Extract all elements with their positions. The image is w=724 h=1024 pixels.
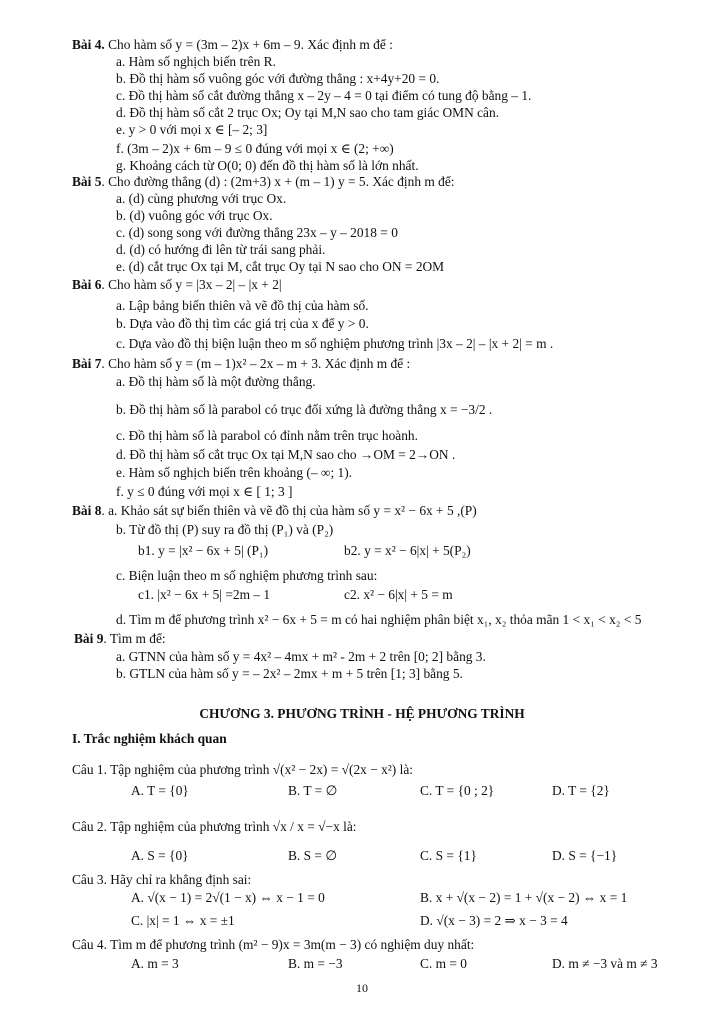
question-1-stem: Câu 1. Tập nghiệm của phương trình √(x² − 2x) = √(2x − x²) là: xyxy=(72,762,413,777)
exercise-7-item: c. Đồ thị hàm số là parabol có đỉnh nằm trên trục hoành. xyxy=(116,428,418,443)
exercise-4-item: e. y > 0 với mọi x ∈ [– 2; 3] xyxy=(116,122,268,137)
question-4-option-d: D. m ≠ −3 và m ≠ 3 xyxy=(552,956,658,971)
exercise-4-item: b. Đồ thị hàm số vuông góc với đường thẳng : x+4y+20 = 0. xyxy=(116,71,440,86)
question-4-option-b: B. m = −3 xyxy=(288,956,343,971)
question-4-option-c: C. m = 0 xyxy=(420,956,467,971)
exercise-7-item: a. Đồ thị hàm số là một đường thẳng. xyxy=(116,374,316,389)
exercise-8-c1: c1. |x² − 6x + 5| =2m – 1 xyxy=(138,587,271,602)
question-2-option-b: B. S = ∅ xyxy=(288,848,337,863)
chapter-title: CHƯƠNG 3. PHƯƠNG TRÌNH - HỆ PHƯƠNG TRÌNH xyxy=(199,706,525,721)
exercise-5-stem xyxy=(72,174,455,190)
question-4-option-a: A. m = 3 xyxy=(131,956,179,971)
section-title: I. Trắc nghiệm khách quan xyxy=(72,731,227,746)
exercise-7-stem xyxy=(72,356,410,372)
exercise-9-item: a. GTNN của hàm số y = 4x² – 4mx + m² - 2m + 2 trên [0; 2] bằng 3. xyxy=(116,649,486,664)
exercise-8-item: b. Từ đồ thị (P) suy ra đồ thị (P₁) và (P₂) xyxy=(116,522,334,537)
question-3-option-b: B. x + √(x − 2) = 1 + √(x − 2) ⇔ x = 1 xyxy=(420,890,628,905)
exercise-8-b2: b2. y = x² − 6|x| + 5(P₂) xyxy=(344,543,471,558)
question-2-option-a: A. S = {0} xyxy=(131,848,189,863)
exercise-5-text: . Cho đường thẳng (d) : (2m+3) x + (m – 1) y = 5. Xác định m để: xyxy=(101,174,455,189)
exercise-4-item: a. Hàm số nghịch biến trên R. xyxy=(116,54,276,69)
exercise-7-item: d. Đồ thị hàm số cắt trục Ox tại M,N sao cho →OM = 2→ON . xyxy=(116,447,456,462)
exercise-7-item: b. Đồ thị hàm số là parabol có trục đối xứng là đường thẳng x = −3/2 . xyxy=(116,402,493,417)
exercise-9-item: b. GTLN của hàm số y = – 2x² – 2mx + m + 5 trên [1; 3] bằng 5. xyxy=(116,666,463,681)
exercise-4-heading: Bài 4. xyxy=(72,37,105,52)
exercise-8-text: . a. Khảo sát sự biến thiên và vẽ đồ thị của hàm số y = x² − 6x + 5 ,(P) xyxy=(101,503,477,518)
exercise-7-item: e. Hàm số nghịch biến trên khoảng (– ∞; 1). xyxy=(116,465,353,480)
exercise-6-item: a. Lập bảng biến thiên và vẽ đồ thị của hàm số. xyxy=(116,298,369,313)
exercise-8-c2: c2. x² − 6|x| + 5 = m xyxy=(344,587,453,602)
exercise-6-heading: Bài 6 xyxy=(72,277,102,292)
exercise-4-item: c. Đồ thị hàm số cắt đường thẳng x – 2y – 4 = 0 tại điểm có tung độ bằng – 1. xyxy=(116,88,532,103)
exercise-4-item: g. Khoảng cách từ O(0; 0) đến đồ thị hàm số là lớn nhất. xyxy=(116,158,419,173)
exercise-4-text: Cho hàm số y = (3m – 2)x + 6m – 9. Xác định m để : xyxy=(108,37,393,52)
exercise-6-stem xyxy=(72,277,282,293)
exercise-4-stem xyxy=(72,37,393,53)
exercise-5-item: e. (d) cắt trục Ox tại M, cắt trục Oy tại N sao cho ON = 2OM xyxy=(116,259,445,274)
exercise-4-item: d. Đồ thị hàm số cắt 2 trục Ox; Oy tại M,N sao cho tam giác OMN cân. xyxy=(116,105,500,120)
exercise-5-item: c. (d) song song với đường thẳng 23x – y – 2018 = 0 xyxy=(116,225,398,240)
exercise-7-item: f. y ≤ 0 đúng với mọi x ∈ [ 1; 3 ] xyxy=(116,484,293,499)
exercise-5-item: a. (d) cùng phương với trục Ox. xyxy=(116,191,287,206)
exercise-9-heading: Bài 9 xyxy=(74,631,104,646)
question-1-option-c: C. T = {0 ; 2} xyxy=(420,783,495,798)
exercise-9-text: . Tìm m để: xyxy=(103,631,166,646)
exercise-8-b1: b1. y = |x² − 6x + 5| (P₁) xyxy=(138,543,269,558)
question-3-stem: Câu 3. Hãy chỉ ra khẳng định sai: xyxy=(72,872,252,887)
page-number: 10 xyxy=(356,981,368,995)
question-2-option-d: D. S = {−1} xyxy=(552,848,618,863)
exercise-6-text: . Cho hàm số y = |3x – 2| – |x + 2| xyxy=(101,277,282,292)
exercise-5-item: d. (d) có hướng đi lên từ trái sang phải. xyxy=(116,242,326,257)
question-1-option-b: B. T = ∅ xyxy=(288,783,338,798)
exercise-5-heading: Bài 5 xyxy=(72,174,102,189)
question-2-stem: Câu 2. Tập nghiệm của phương trình √x / x = √−x là: xyxy=(72,819,357,834)
question-1-option-a: A. T = {0} xyxy=(131,783,189,798)
exercise-8-item: d. Tìm m để phương trình x² − 6x + 5 = m có hai nghiệm phân biệt x₁, x₂ thỏa mãn 1 < x₁ < x₂ < 5 xyxy=(116,612,642,627)
question-3-option-c: C. |x| = 1 ⇔ x = ±1 xyxy=(131,913,235,928)
question-4-stem: Câu 4. Tìm m để phương trình (m² − 9)x = 3m(m − 3) có nghiệm duy nhất: xyxy=(72,937,475,952)
exercise-6-item: c. Dựa vào đồ thị biện luận theo m số nghiệm phương trình |3x – 2| – |x + 2| = m . xyxy=(116,336,554,351)
exercise-4-item: f. (3m – 2)x + 6m – 9 ≤ 0 đúng với mọi x ∈ (2; +∞) xyxy=(116,141,394,156)
exercise-6-item: b. Dựa vào đồ thị tìm các giá trị của x để y > 0. xyxy=(116,316,369,331)
exercise-8-item: c. Biện luận theo m số nghiệm phương trình sau: xyxy=(116,568,378,583)
exercise-8-heading: Bài 8 xyxy=(72,503,102,518)
question-1-option-d: D. T = {2} xyxy=(552,783,610,798)
exercise-7-text: . Cho hàm số y = (m – 1)x² – 2x – m + 3. Xác định m để : xyxy=(101,356,411,371)
question-3-option-d: D. √(x − 3) = 2 ⇒ x − 3 = 4 xyxy=(420,913,568,928)
question-3-option-a: A. √(x − 1) = 2√(1 − x) ⇔ x − 1 = 0 xyxy=(131,890,325,905)
exercise-7-heading: Bài 7 xyxy=(72,356,102,371)
exercise-5-item: b. (d) vuông góc với trục Ox. xyxy=(116,208,273,223)
exercise-9-stem xyxy=(74,631,166,647)
question-2-option-c: C. S = {1} xyxy=(420,848,477,863)
exercise-8-stem xyxy=(72,503,477,519)
